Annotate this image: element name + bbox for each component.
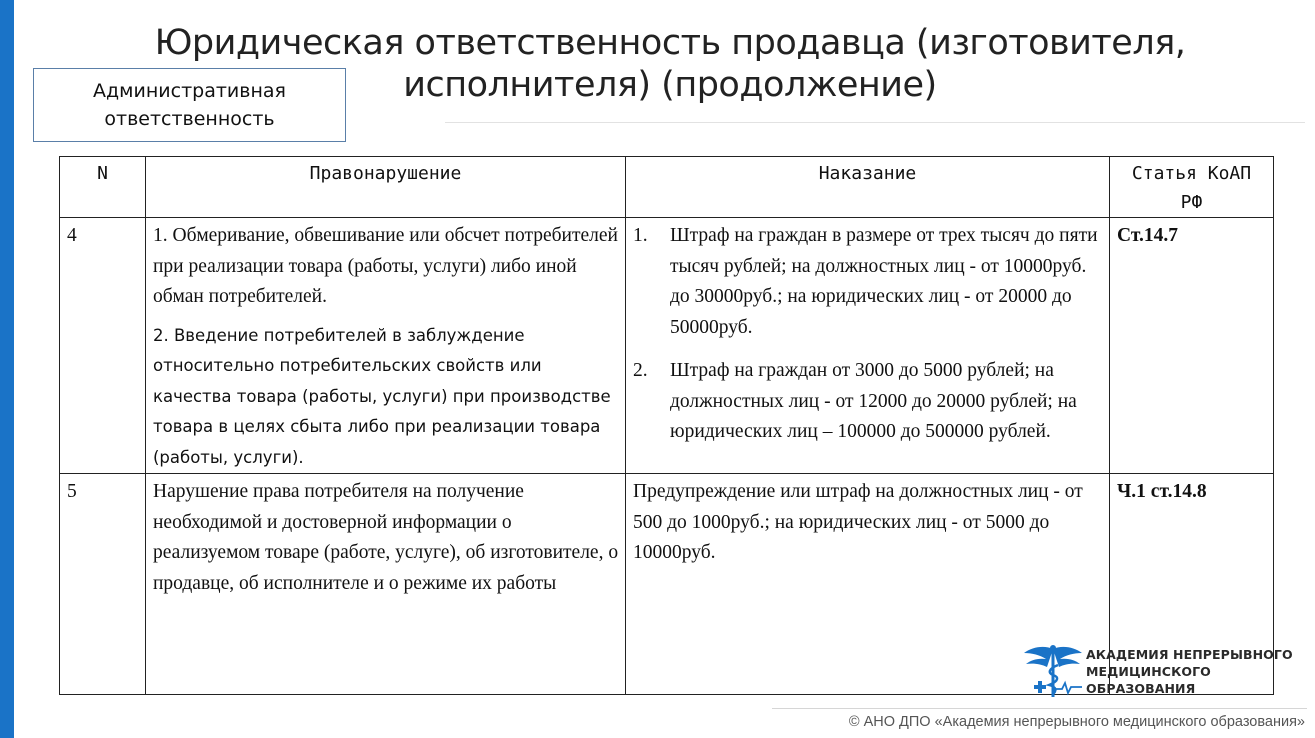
- category-box: [33, 68, 346, 142]
- logo-line-1: АКАДЕМИЯ НЕПРЕРЫВНОГО: [1086, 646, 1293, 662]
- penalty-text: Штраф на граждан от 3000 до 5000 рублей; на должностных лиц - от 12000 до 20000 рублей; на юридических лиц – 100000 до 500000 рублей.: [670, 360, 1077, 442]
- header-violation: Правонарушение: [146, 157, 626, 218]
- table-header-row: [60, 157, 1274, 218]
- violation-item-2: 2. Введение потребителей в заблуждение относительно потребительских свойств или качества товара (работы, услуги) при производстве товара в целях сбыта либо при реализации товара (работы, услуги).: [153, 325, 611, 467]
- row-penalty: Предупреждение или штраф на должностных лиц - от 500 до 1000руб.; на юридических лиц - от 5000 до 10000руб.: [626, 474, 1110, 695]
- row-num: 5: [60, 474, 146, 695]
- penalty-number: 1.: [633, 225, 648, 246]
- penalty-number: 2.: [633, 360, 648, 381]
- slide-title: Юридическая ответственность продавца (изготовителя, исполнителя) (продолжение): [154, 23, 1186, 105]
- penalty-item: [633, 221, 1103, 343]
- category-label: Административная ответственность: [93, 80, 286, 130]
- header-article: Статья КоАП РФ: [1110, 157, 1274, 218]
- title-divider: [445, 122, 1305, 123]
- violation-item-1: 1. Обмеривание, обвешивание или обсчет потребителей при реализации товара (работы, услуги) либо иной обман потребителей.: [153, 225, 618, 307]
- table-row: [60, 218, 1274, 474]
- logo-line-2: МЕДИЦИНСКОГО ОБРАЗОВАНИЯ: [1086, 663, 1211, 696]
- academy-logo: [1022, 642, 1312, 700]
- header-penalty: Наказание: [626, 157, 1110, 218]
- penalties-table: [59, 156, 1274, 695]
- row-article: Ст.14.7: [1110, 218, 1274, 474]
- header-num: N: [60, 157, 146, 218]
- footer-copyright: © АНО ДПО «Академия непрерывного медицинского образования»: [848, 714, 1305, 730]
- logo-text: [1086, 646, 1312, 697]
- penalty-text: Штраф на граждан в размере от трех тысяч до пяти тысяч рублей; на должностных лиц - от 10000руб. до 30000руб.; на юридических лиц - от 20000 до 50000руб.: [670, 225, 1098, 338]
- penalty-item: [633, 356, 1103, 448]
- row-num: 4: [60, 218, 146, 474]
- left-accent-bar: [0, 0, 14, 738]
- row-violation: Нарушение права потребителя на получение необходимой и достоверной информации о реализуемом товаре (работе, услуге), об изготовителе, о продавце, об исполнителе и о режиме их работы: [146, 474, 626, 695]
- row-penalty: [626, 218, 1110, 474]
- row-violation: [146, 218, 626, 474]
- row-article: Ч.1 ст.14.8: [1110, 474, 1274, 695]
- caduceus-icon: [1022, 643, 1084, 699]
- penalty-list: [633, 221, 1103, 448]
- footer-divider: [772, 708, 1307, 709]
